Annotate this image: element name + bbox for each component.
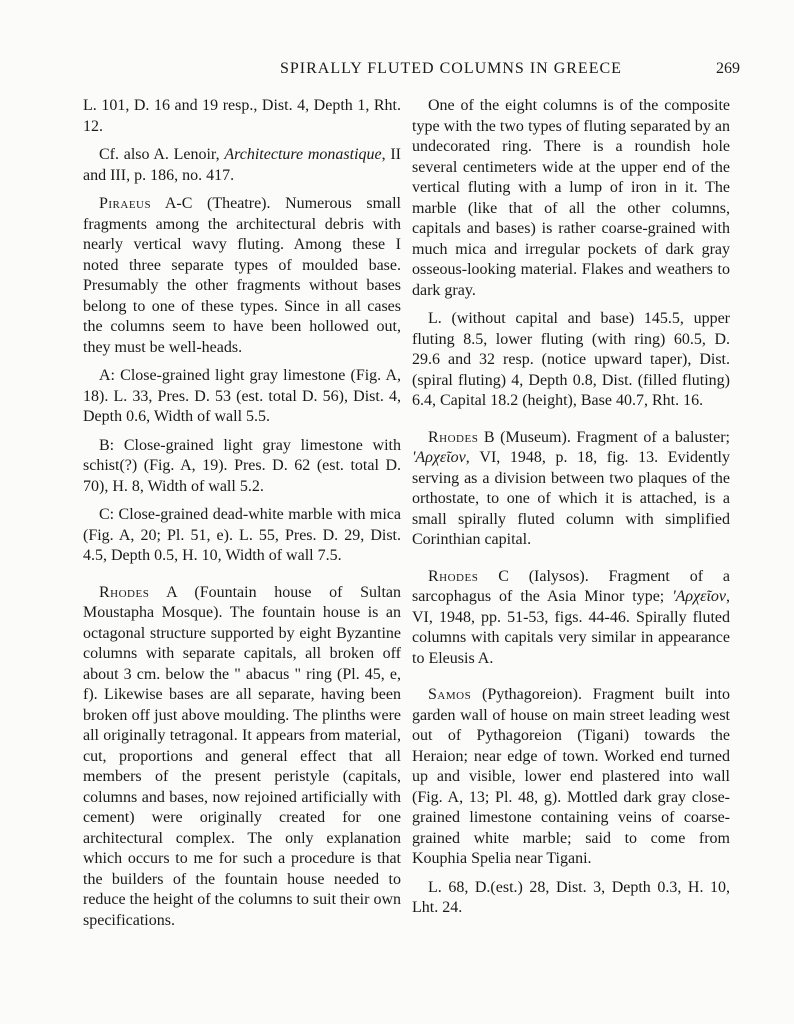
entry-samos: [412, 685, 730, 870]
entry-text: , VI, 1948, p. 18, fig. 13. Evidently serving as a division between two plaques of the orthostate, to one of which it is attached, is a small spirally fluted column with simplified Corinthian capital.: [412, 449, 730, 548]
page-header: [60, 60, 740, 84]
reference-prefix: Cf. also A. Lenoir,: [99, 146, 225, 163]
entry-heading: Samos: [428, 686, 472, 703]
measurement-paragraph: L. (without capital and base) 145.5, upper fluting 8.5, lower fluting (with ring) 60.5, D. 29.6 and 32 resp. (notice upward taper), Dist. (spiral fluting) 4, Depth 0.8, Dist. (filled fluting) 6.4, Capital 18.2 (height), Base 40.7, Rht. 16.: [412, 310, 730, 409]
subentry-b: B: Close-grained light gray limestone with schist(?) (Fig. A, 19). Pres. D. 62 (est. total D. 70), H. 8, Width of wall 5.2.: [83, 436, 401, 495]
right-column: [412, 96, 730, 927]
running-title: SPIRALLY FLUTED COLUMNS IN GREECE: [280, 60, 622, 77]
entry-text: A (Fountain house of Sultan Moustapha Mosque). The fountain house is an octagonal structure supported by eight Byzantine columns with separate capitals, all broken off about 3 cm. below the " abacus " ring (Pl. 45, e, f). Likewise bases are all separate, having been broken off just above moulding. The plinths were all originally tetragonal. It appears from material, cut, proportions and general effect that all members of the present peristyle (capitals, columns and bases, now rejoined artificially with cement) were originally created for one architectural complex. The only explanation which occurs to me for such a procedure is that the builders of the fountain house needed to reduce the height of the columns to suit their own specifications.: [83, 583, 401, 929]
entry-heading: Piraeus: [99, 195, 152, 212]
subentry-a: A: Close-grained light gray limestone (Fig. A, 18). L. 33, Pres. D. 53 (est. total D. 56), Dist. 4, Depth 0.6, Width of wall 5.5.: [83, 367, 401, 425]
entry-heading: Rhodes: [99, 583, 150, 601]
measurement-paragraph: L. 101, D. 16 and 19 resp., Dist. 4, Depth 1, Rht. 12.: [83, 97, 401, 135]
entry-rhodes-c: [412, 567, 730, 670]
reference-paragraph: [83, 145, 401, 186]
reference-suffix: , II and III, p. 186, no. 417.: [83, 146, 402, 184]
page-number: 269: [716, 60, 740, 77]
entry-text: C (Ialysos). Fragment of a sarcophagus of the Asia Minor type;: [412, 567, 730, 605]
entry-text: A-C (Theatre). Numerous small fragments among the architectural debris with nearly vertical wavy fluting. Among these I noted three separate types of moulded base. Presumably the other fragments without bases belong to one of these types. Since in all cases the columns seem to have been hollowed out, they must be well-heads.: [83, 195, 401, 356]
entry-rhodes-b: [412, 428, 730, 551]
entry-piraeus: [83, 194, 401, 358]
entry-heading: Rhodes: [428, 428, 479, 446]
reference-title: Architecture monastique: [224, 146, 382, 163]
left-column: [83, 96, 401, 939]
entry-text: , VI, 1948, pp. 51-53, figs. 44-46. Spirally fluted columns with capitals very similar in appearance to Eleusis A.: [412, 588, 730, 667]
journal-title: 'Αρχεῖον: [672, 588, 726, 605]
entry-text: (Pythagoreion). Fragment built into garden wall of house on main street leading west out of Pythagoreion (Tigani) towards the Heraion; near edge of town. Worked end turned up and visible, lower end plastered into wall (Fig. A, 13; Pl. 48, g). Mottled dark gray close-grained limestone containing veins of coarse-grained white marble; said to come from Kouphia Spelia near Tigani.: [412, 686, 730, 867]
subentry-c: C: Close-grained dead-white marble with mica (Fig. A, 20; Pl. 51, e). L. 55, Pres. D. 29, Dist. 4.5, Depth 0.5, H. 10, Width of wall 7.5.: [83, 506, 401, 564]
entry-text: B (Museum). Fragment of a baluster;: [478, 428, 730, 446]
entry-heading: Rhodes: [428, 567, 479, 585]
body-paragraph: One of the eight columns is of the composite type with the two types of fluting separated by an undecorated ring. There is a roundish hole several centimeters wide at the upper end of the vertical fluting with a lump of iron in it. The marble (like that of all the other columns, capitals and bases) is rather coarse-grained with much mica and irregular pockets of dark gray osseous-looking material. Flakes and weathers to dark gray.: [412, 97, 730, 299]
entry-rhodes-a: [83, 583, 401, 932]
measurement-paragraph: L. 68, D.(est.) 28, Dist. 3, Depth 0.3, H. 10, Lht. 24.: [412, 878, 730, 916]
journal-title: 'Αρχεῖον: [412, 449, 466, 466]
